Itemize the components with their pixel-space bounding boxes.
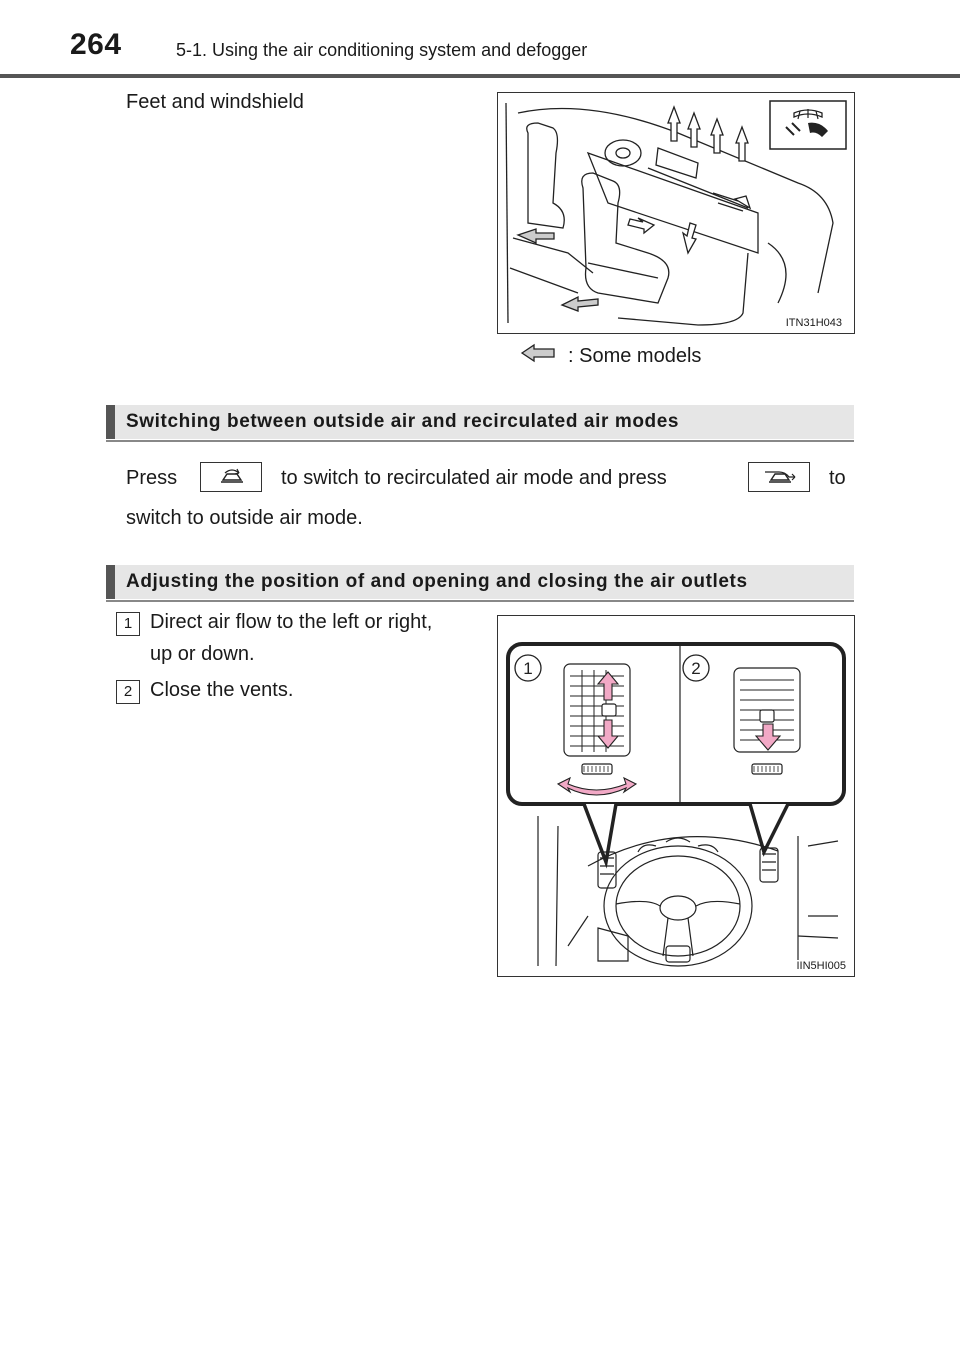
feet-windshield-label: Feet and windshield [126,91,304,113]
switch-line2-text: switch to outside air mode. [126,507,363,529]
item-number: 1 [116,612,140,636]
to-text: to [829,467,846,489]
item-text: up or down. [150,643,255,665]
figure-code: ITN31H043 [785,317,842,329]
some-models-arrow-icon [520,342,556,364]
item-number: 2 [116,680,140,704]
section-heading-label: Adjusting the position of and opening and closing the air outlets [126,571,748,592]
page-header [0,0,960,80]
press-text: Press [126,467,178,489]
page-number: 264 [70,28,122,61]
section-heading-label: Switching between outside air and recirculated air modes [126,411,680,432]
defroster-feet-mode-icon [770,101,846,149]
section-heading-switching [106,405,854,439]
legend-text: : Some models [568,345,702,367]
outside-air-button[interactable] [748,462,810,492]
feet-windshield-figure [497,92,855,334]
svg-text:2: 2 [691,659,701,678]
recirculated-air-icon [201,463,261,491]
outside-air-icon [749,463,809,491]
section-heading-outlets [106,565,854,599]
air-outlets-illustration [498,616,854,976]
svg-text:1: 1 [523,659,533,678]
recirculated-air-button[interactable] [200,462,262,492]
car-interior-illustration [498,93,854,333]
section-title: 5-1. Using the air conditioning system and defogger [176,40,588,60]
air-outlets-figure [497,615,855,977]
item-text: Close the vents. [150,679,294,701]
dashboard [538,816,838,966]
switch-instruction-text: to switch to recirculated air mode and press [281,467,667,489]
header-rule [0,74,960,78]
figure-code: IIN5HI005 [796,960,846,972]
item-text: Direct air flow to the left or right, [150,611,433,633]
